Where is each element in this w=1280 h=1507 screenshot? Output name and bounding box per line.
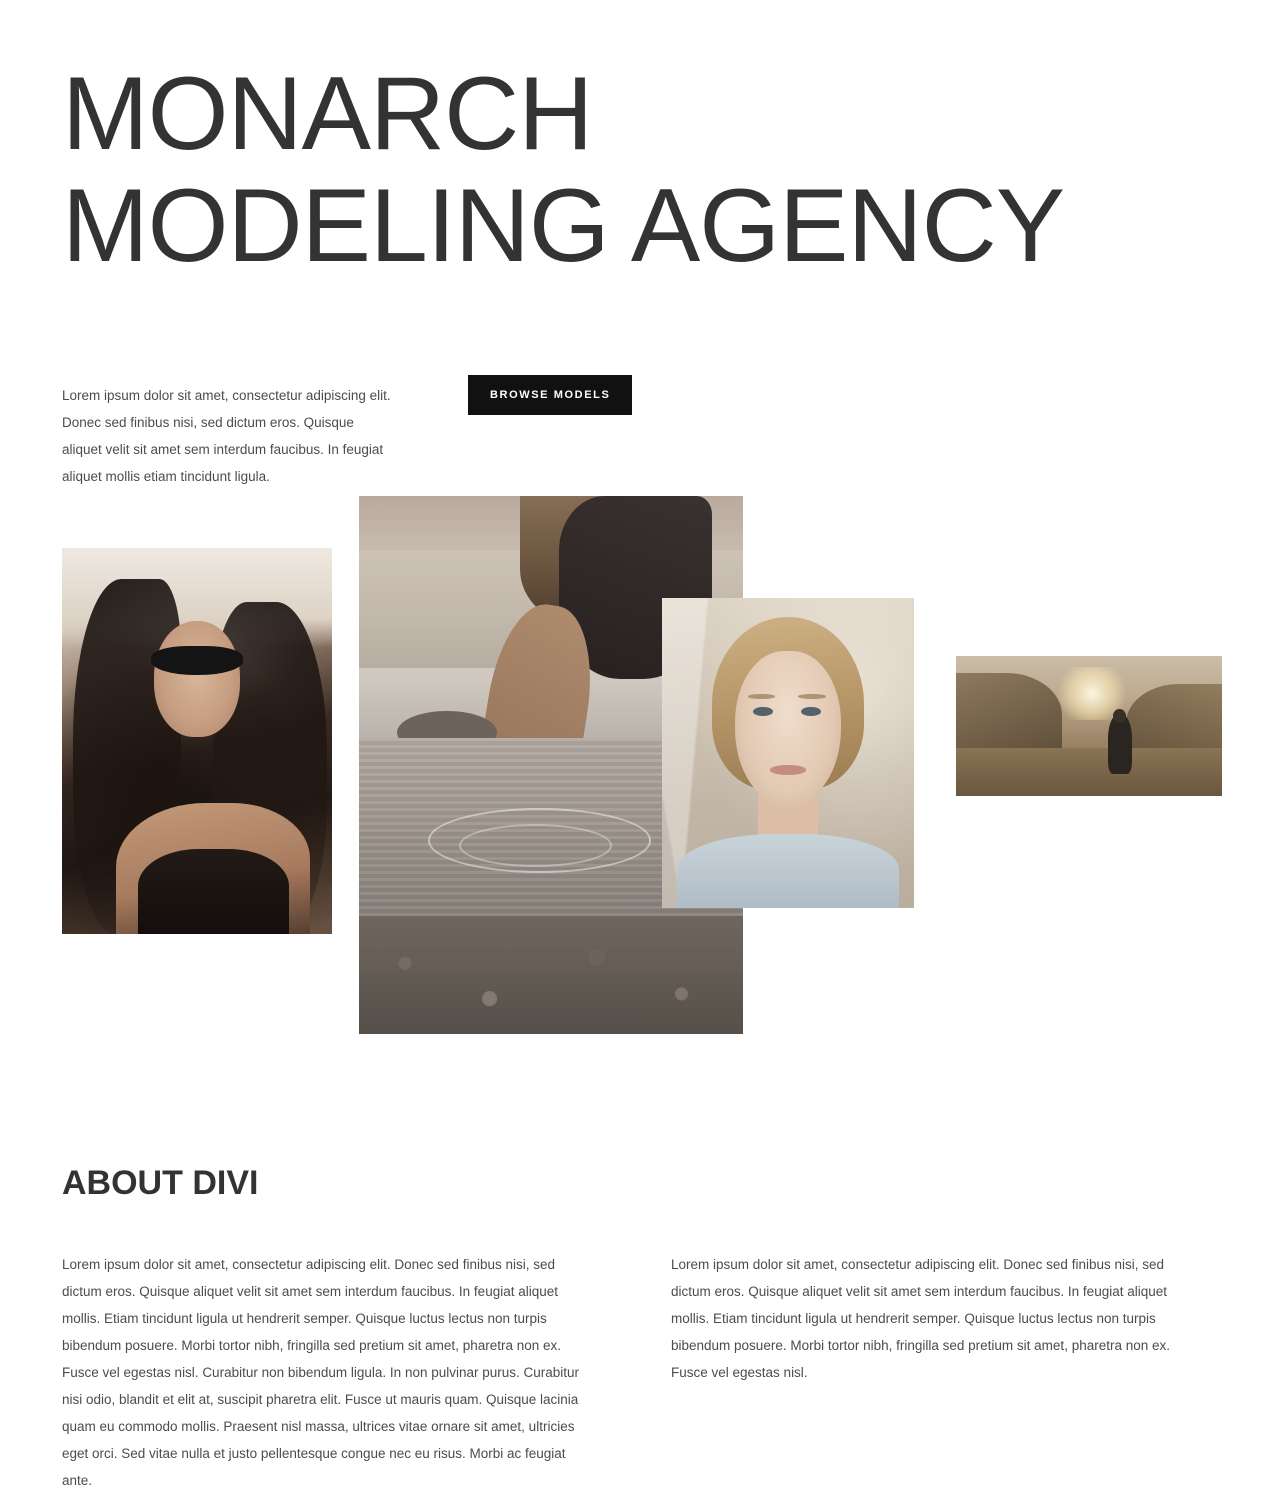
page-title (62, 58, 1222, 283)
hero-title-line-2: MODELING AGENCY (62, 168, 1065, 285)
about-columns (62, 1237, 1222, 1507)
hero-title-line-1: MONARCH (62, 56, 593, 172)
decor-face (154, 621, 240, 737)
decor-brow-right (798, 694, 826, 699)
decor-shirt (677, 834, 899, 908)
photo-man-on-cliff[interactable] (956, 656, 1222, 796)
decor-top (138, 849, 289, 934)
decor-ripple-inner (459, 824, 613, 867)
decor-ground (956, 748, 1222, 796)
decor-eye-right (801, 707, 821, 717)
photo-blonde-portrait[interactable] (662, 598, 914, 908)
sunglasses-icon (151, 646, 243, 675)
hero-intro-row (62, 368, 1222, 484)
photo-blonde-portrait-image (662, 598, 914, 908)
about-column-1: Lorem ipsum dolor sit amet, consectetur adipiscing elit. Donec sed finibus nisi, sed dictum eros. Quisque aliquet velit sit amet sem interdum faucibus. In feugiat aliquet mollis. Etiam tincidunt ligula ut hendrerit semper. Quisque luctus lectus non turpis bibendum posuere. Morbi tortor nibh, fringilla sed pretium sit amet, pharetra non ex. Fusce vel egestas nisl. Curabitur non bibendum ligula. In non pulvinar purus. Curabitur nisi odio, blandit et elit at, suscipit pharetra elit. Fusce ut mauris quam. Quisque lacinia quam eu commodo mollis. Praesent nisl massa, ultrices vitae ornare sit amet, ultricies eget orci. Sed vitae nulla et justo pellentesque congue nec eu risus. Morbi ac feugiat ante. (62, 1256, 580, 1488)
photo-woman-sunglasses-image (62, 548, 332, 934)
browse-models-button[interactable]: BROWSE MODELS (468, 375, 632, 415)
decor-pebbles (359, 916, 743, 1034)
about-title: ABOUT DIVI (62, 1164, 259, 1202)
about-column-2: Lorem ipsum dolor sit amet, consectetur adipiscing elit. Donec sed finibus nisi, sed dictum eros. Quisque aliquet velit sit amet sem interdum faucibus. In feugiat aliquet mollis. Etiam tincidunt ligula ut hendrerit semper. Quisque luctus lectus non turpis bibendum posuere. Morbi tortor nibh, fringilla sed pretium sit amet, pharetra non ex. Fusce vel egestas nisl. (671, 1256, 1171, 1380)
photo-woman-sunglasses[interactable] (62, 548, 332, 934)
decor-face (735, 651, 841, 806)
decor-brow-left (748, 694, 776, 699)
about-section (62, 1164, 1222, 1507)
hero-intro-text: Lorem ipsum dolor sit amet, consectetur adipiscing elit. Donec sed finibus nisi, sed dictum eros. Quisque aliquet velit sit amet sem interdum faucibus. In feugiat aliquet mollis etiam tincidunt ligula. (62, 387, 391, 484)
photo-man-on-cliff-image (956, 656, 1222, 796)
decor-cliff-left (956, 673, 1062, 757)
decor-seated-figure (1108, 715, 1132, 774)
decor-lips (770, 765, 805, 774)
